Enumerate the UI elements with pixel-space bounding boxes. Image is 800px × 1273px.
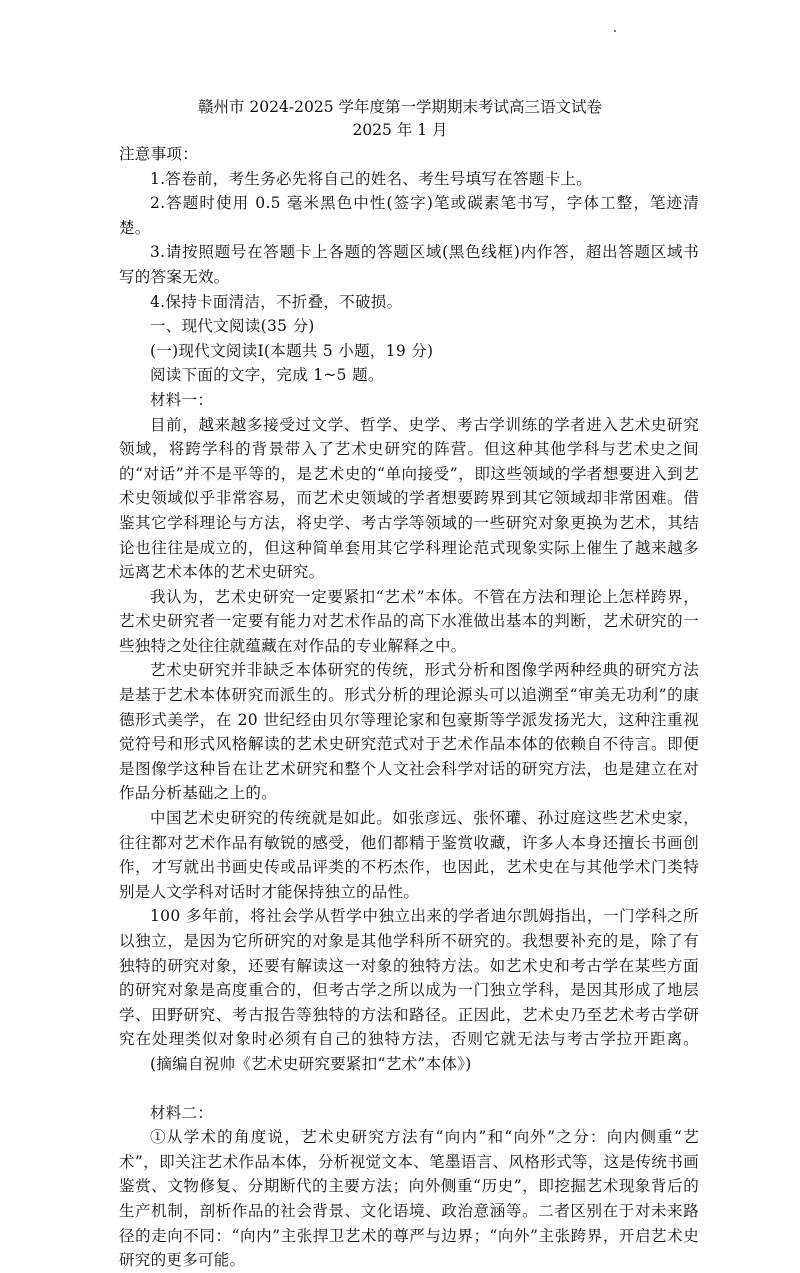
exam-date: 2025 年 1 月 bbox=[352, 121, 448, 139]
material-1-paragraph: 艺术史研究并非缺乏本体研究的传统，形式分析和图像学两种经典的研究方法是基于艺术本体研究而派生的。形式分析的理论源头可以追溯至“审美无功利”的康德形式美学，在 20 世纪经由贝尔等理论家和包豪斯等学派发扬光大，这种注重视觉符号和形式风格解读的艺术史研究范式对于艺术作品本体的依赖自不待言。即便是图像学这种旨在让艺术研究和整个人文社会科学对话的研究方法，也是建立在对作品分析基础之上的。 bbox=[119, 661, 699, 803]
notice-item: 2.答题时使用 0.5 毫米黑色中性(签字)笔或碳素笔书写，字体工整，笔迹清楚。 bbox=[119, 194, 699, 237]
material-1-paragraph: 目前，越来越多接受过文学、哲学、史学、考古学训练的学者进入艺术史研究领域，将跨学科的背景带入了艺术史研究的阵营。但这种其他学科与艺术史之间的“对话”并不是平等的，是艺术史的“单向接受”，即这些领域的学者想要进入到艺术史领域似乎非常容易，而艺术史领域的学者想要跨界到其它领域却非常困难。借鉴其它学科理论与方法，将史学、考古学等领域的一些研究对象更换为艺术，其结论也往往是成立的，但这种简单套用其它学科理论范式现象实际上催生了越来越多远离艺术本体的艺术史研究。 bbox=[119, 415, 699, 582]
exam-title: 赣州市 2024-2025 学年度第一学期期末考试高三语文试卷 bbox=[198, 98, 602, 116]
material-2-paragraph: ①从学术的角度说，艺术史研究方法有“向内”和“向外”之分：向内侧重“艺术”，即关注艺术作品本体，分析视觉文本、笔墨语言、风格形式等，这是传统书画鉴赏、文物修复、分期断代的主要方法；向外侧重“历史”，即挖掘艺术现象背后的生产机制，剖析作品的社会背景、文化语境、政治意涵等。二者区别在于对未来路径的走向不同：“向内”主张捍卫艺术的尊严与边界；“向外”主张跨界，开启艺术史研究的更多可能。 bbox=[119, 1128, 699, 1270]
reading-instruction: 阅读下面的文字，完成 1~5 题。 bbox=[150, 366, 384, 385]
section-heading: 一、现代文阅读(35 分) bbox=[150, 317, 315, 336]
notice-item: 1.答卷前，考生务必先将自己的姓名、考生号填写在答题卡上。 bbox=[150, 169, 592, 188]
notice-heading: 注意事项： bbox=[119, 145, 199, 163]
material-1-paragraph: 中国艺术史研究的传统就是如此。如张彦远、张怀瓘、孙过庭这些艺术史家，往往都对艺术作品有敏锐的感受，他们都精于鉴赏收藏，许多人本身还擅长书画创作，才写就出书画史传或品评类的不朽杰作，也因此，艺术史在与其他学术门类特别是人文学科对话时才能保持独立的品性。 bbox=[119, 809, 699, 901]
material-2-label: 材料二： bbox=[150, 1103, 214, 1122]
material-1-paragraph: 我认为，艺术史研究一定要紧扣“艺术”本体。不管在方法和理论上怎样跨界，艺术史研究者一定要有能力对艺术作品的高下水准做出基本的判断，艺术研究的一些独特之处往往就蕴藏在对作品的专业解释之中。 bbox=[119, 587, 699, 655]
subsection-heading: (一)现代文阅读Ⅰ(本题共 5 小题，19 分) bbox=[150, 341, 434, 360]
material-1-label: 材料一： bbox=[150, 390, 214, 409]
material-1-last-text: 100 多年前，将社会学从哲学中独立出来的学者迪尔凯姆指出，一门学科之所以独立，是因为它所研究的对象是其他学科所不研究的。我想要补充的是，除了有独特的研究对象，还要有解读这一对象的独特方法。如艺术史和考古学在某些方面的研究对象是高度重合的，但考古学之所以成为一门独立学科，是因其形成了地层学、田野研究、考古报告等独特的方法和路径。正因此，艺术史乃至艺术考古学研究在处理类似对象时必须有自己的独特方法，否则它就无法与考古学拉开距离。 bbox=[119, 907, 699, 1049]
scan-dot bbox=[614, 30, 616, 32]
notice-item: 3.请按照题号在答题卡上各题的答题区域(黑色线框)内作答，超出答题区域书写的答案无效。 bbox=[119, 243, 699, 286]
notice-item: 4.保持卡面清洁，不折叠，不破损。 bbox=[150, 292, 403, 311]
material-1-paragraph bbox=[119, 904, 699, 1076]
exam-content bbox=[119, 142, 699, 1273]
spacer bbox=[119, 1077, 699, 1101]
material-1-source: (摘编自祝帅《艺术史研究要紧扣“艺术”本体》) bbox=[150, 1054, 472, 1073]
